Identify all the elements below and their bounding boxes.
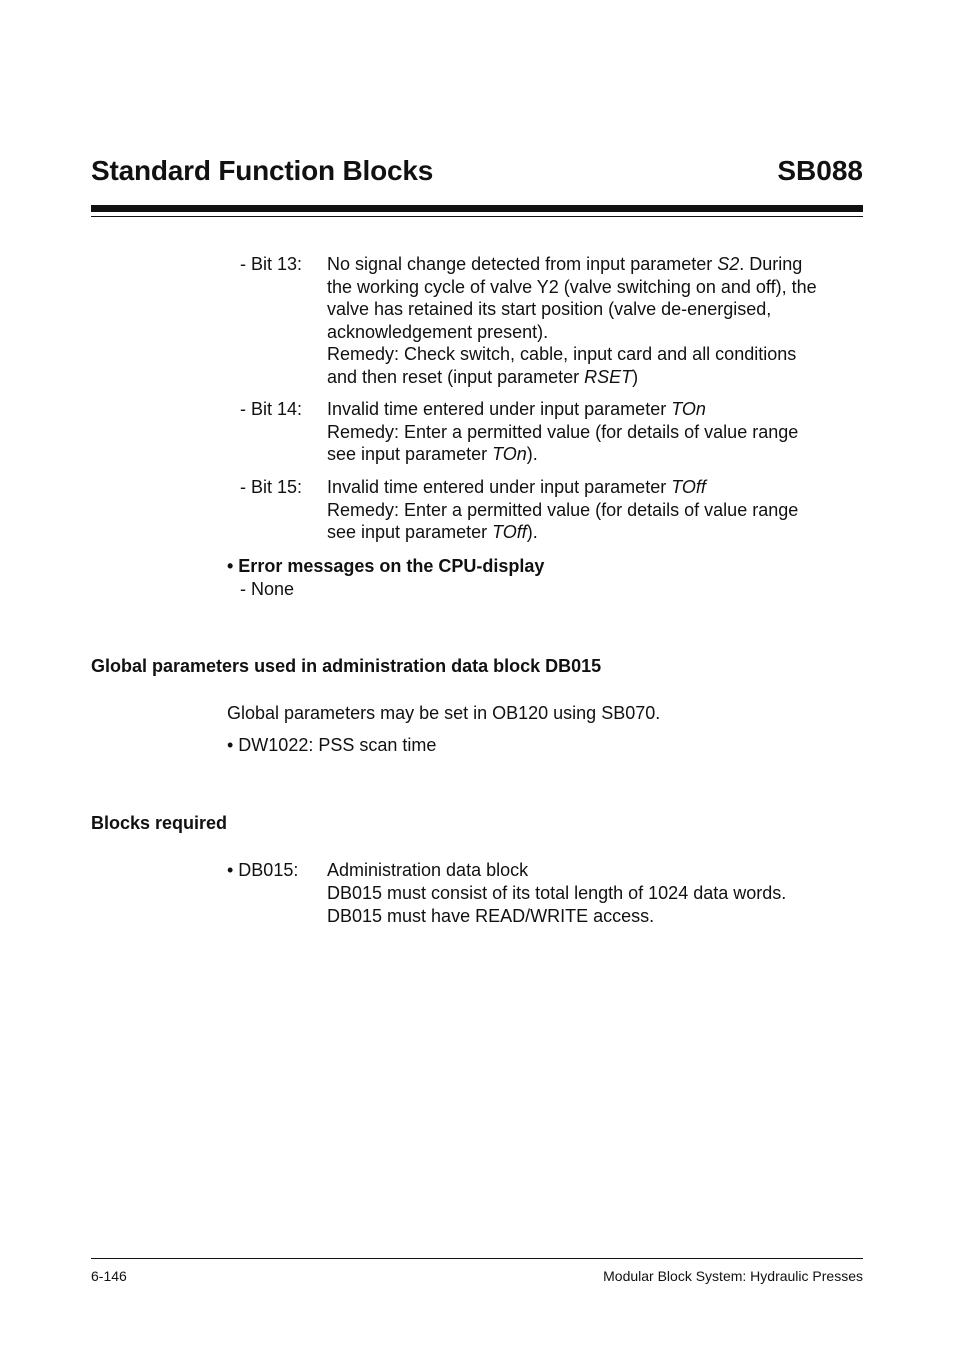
parameter-name: TOn — [671, 399, 706, 419]
description-line — [327, 421, 798, 444]
description-line — [327, 321, 817, 344]
bit-15-description — [327, 476, 798, 544]
bit-13-label: - Bit 13: — [240, 254, 303, 274]
text-run: see input parameter — [327, 444, 493, 465]
blocks-required-label: • DB015: — [227, 860, 299, 880]
bit-14-description — [327, 398, 798, 466]
text-run: Remedy: Enter a permitted value (for details of value range — [327, 499, 799, 520]
error-messages-value: - None — [240, 579, 295, 599]
description-line — [327, 343, 817, 366]
description-line — [327, 499, 798, 522]
text-run: see input parameter — [327, 522, 493, 543]
text-run: and then reset (input parameter — [327, 366, 585, 387]
text-run: ) — [632, 366, 639, 387]
description-line — [327, 253, 817, 276]
text-run: Remedy: Check switch, cable, input card and all conditions — [327, 344, 797, 365]
header-rule-thin — [91, 216, 863, 217]
parameter-name: TOff — [671, 477, 706, 497]
text-run: . During — [739, 254, 803, 274]
text-run: valve has retained its start position (valve de-energised, — [327, 299, 772, 320]
parameter-name: TOff — [492, 522, 527, 543]
bit-13-description — [327, 253, 817, 389]
blocks-required-line: DB015 must consist of its total length of 1024 data words. — [327, 883, 787, 903]
description-line — [327, 276, 817, 299]
footer-rule — [91, 1258, 863, 1259]
global-params-intro: Global parameters may be set in OB120 using SB070. — [227, 703, 661, 723]
text-run: Invalid time entered under input parameter — [327, 477, 672, 497]
description-line — [327, 476, 798, 499]
text-run: the working cycle of valve Y2 (valve switching on and off), the — [327, 276, 817, 297]
header-rule-thick — [91, 205, 863, 212]
text-run: acknowledgement present). — [327, 321, 549, 342]
bit-14-label: - Bit 14: — [240, 399, 303, 419]
blocks-required-line: DB015 must have READ/WRITE access. — [327, 906, 655, 926]
page-number: 6-146 — [91, 1268, 127, 1284]
text-run: Invalid time entered under input parameter — [327, 399, 672, 419]
text-run: Remedy: Enter a permitted value (for details of value range — [327, 421, 799, 442]
parameter-name: RSET — [584, 366, 633, 387]
bit-15-label: - Bit 15: — [240, 477, 303, 497]
parameter-name: S2 — [717, 254, 740, 274]
global-params-heading: Global parameters used in administration data block DB015 — [91, 656, 602, 676]
text-run: No signal change detected from input parameter — [327, 254, 718, 274]
description-line — [327, 298, 817, 321]
block-code: SB088 — [777, 155, 863, 186]
parameter-name: TOn — [492, 444, 527, 465]
description-line — [327, 398, 798, 421]
blocks-required-line: Administration data block — [327, 860, 529, 880]
global-params-item: • DW1022: PSS scan time — [227, 735, 437, 755]
blocks-required-heading: Blocks required — [91, 813, 228, 833]
text-run: ). — [526, 444, 538, 465]
page-title: Standard Function Blocks — [91, 155, 434, 186]
description-line — [327, 521, 798, 544]
description-line — [327, 366, 817, 389]
text-run: ). — [526, 522, 538, 543]
description-line — [327, 443, 798, 466]
document-title: Modular Block System: Hydraulic Presses — [603, 1268, 863, 1284]
error-messages-heading: • Error messages on the CPU-display — [227, 556, 545, 576]
